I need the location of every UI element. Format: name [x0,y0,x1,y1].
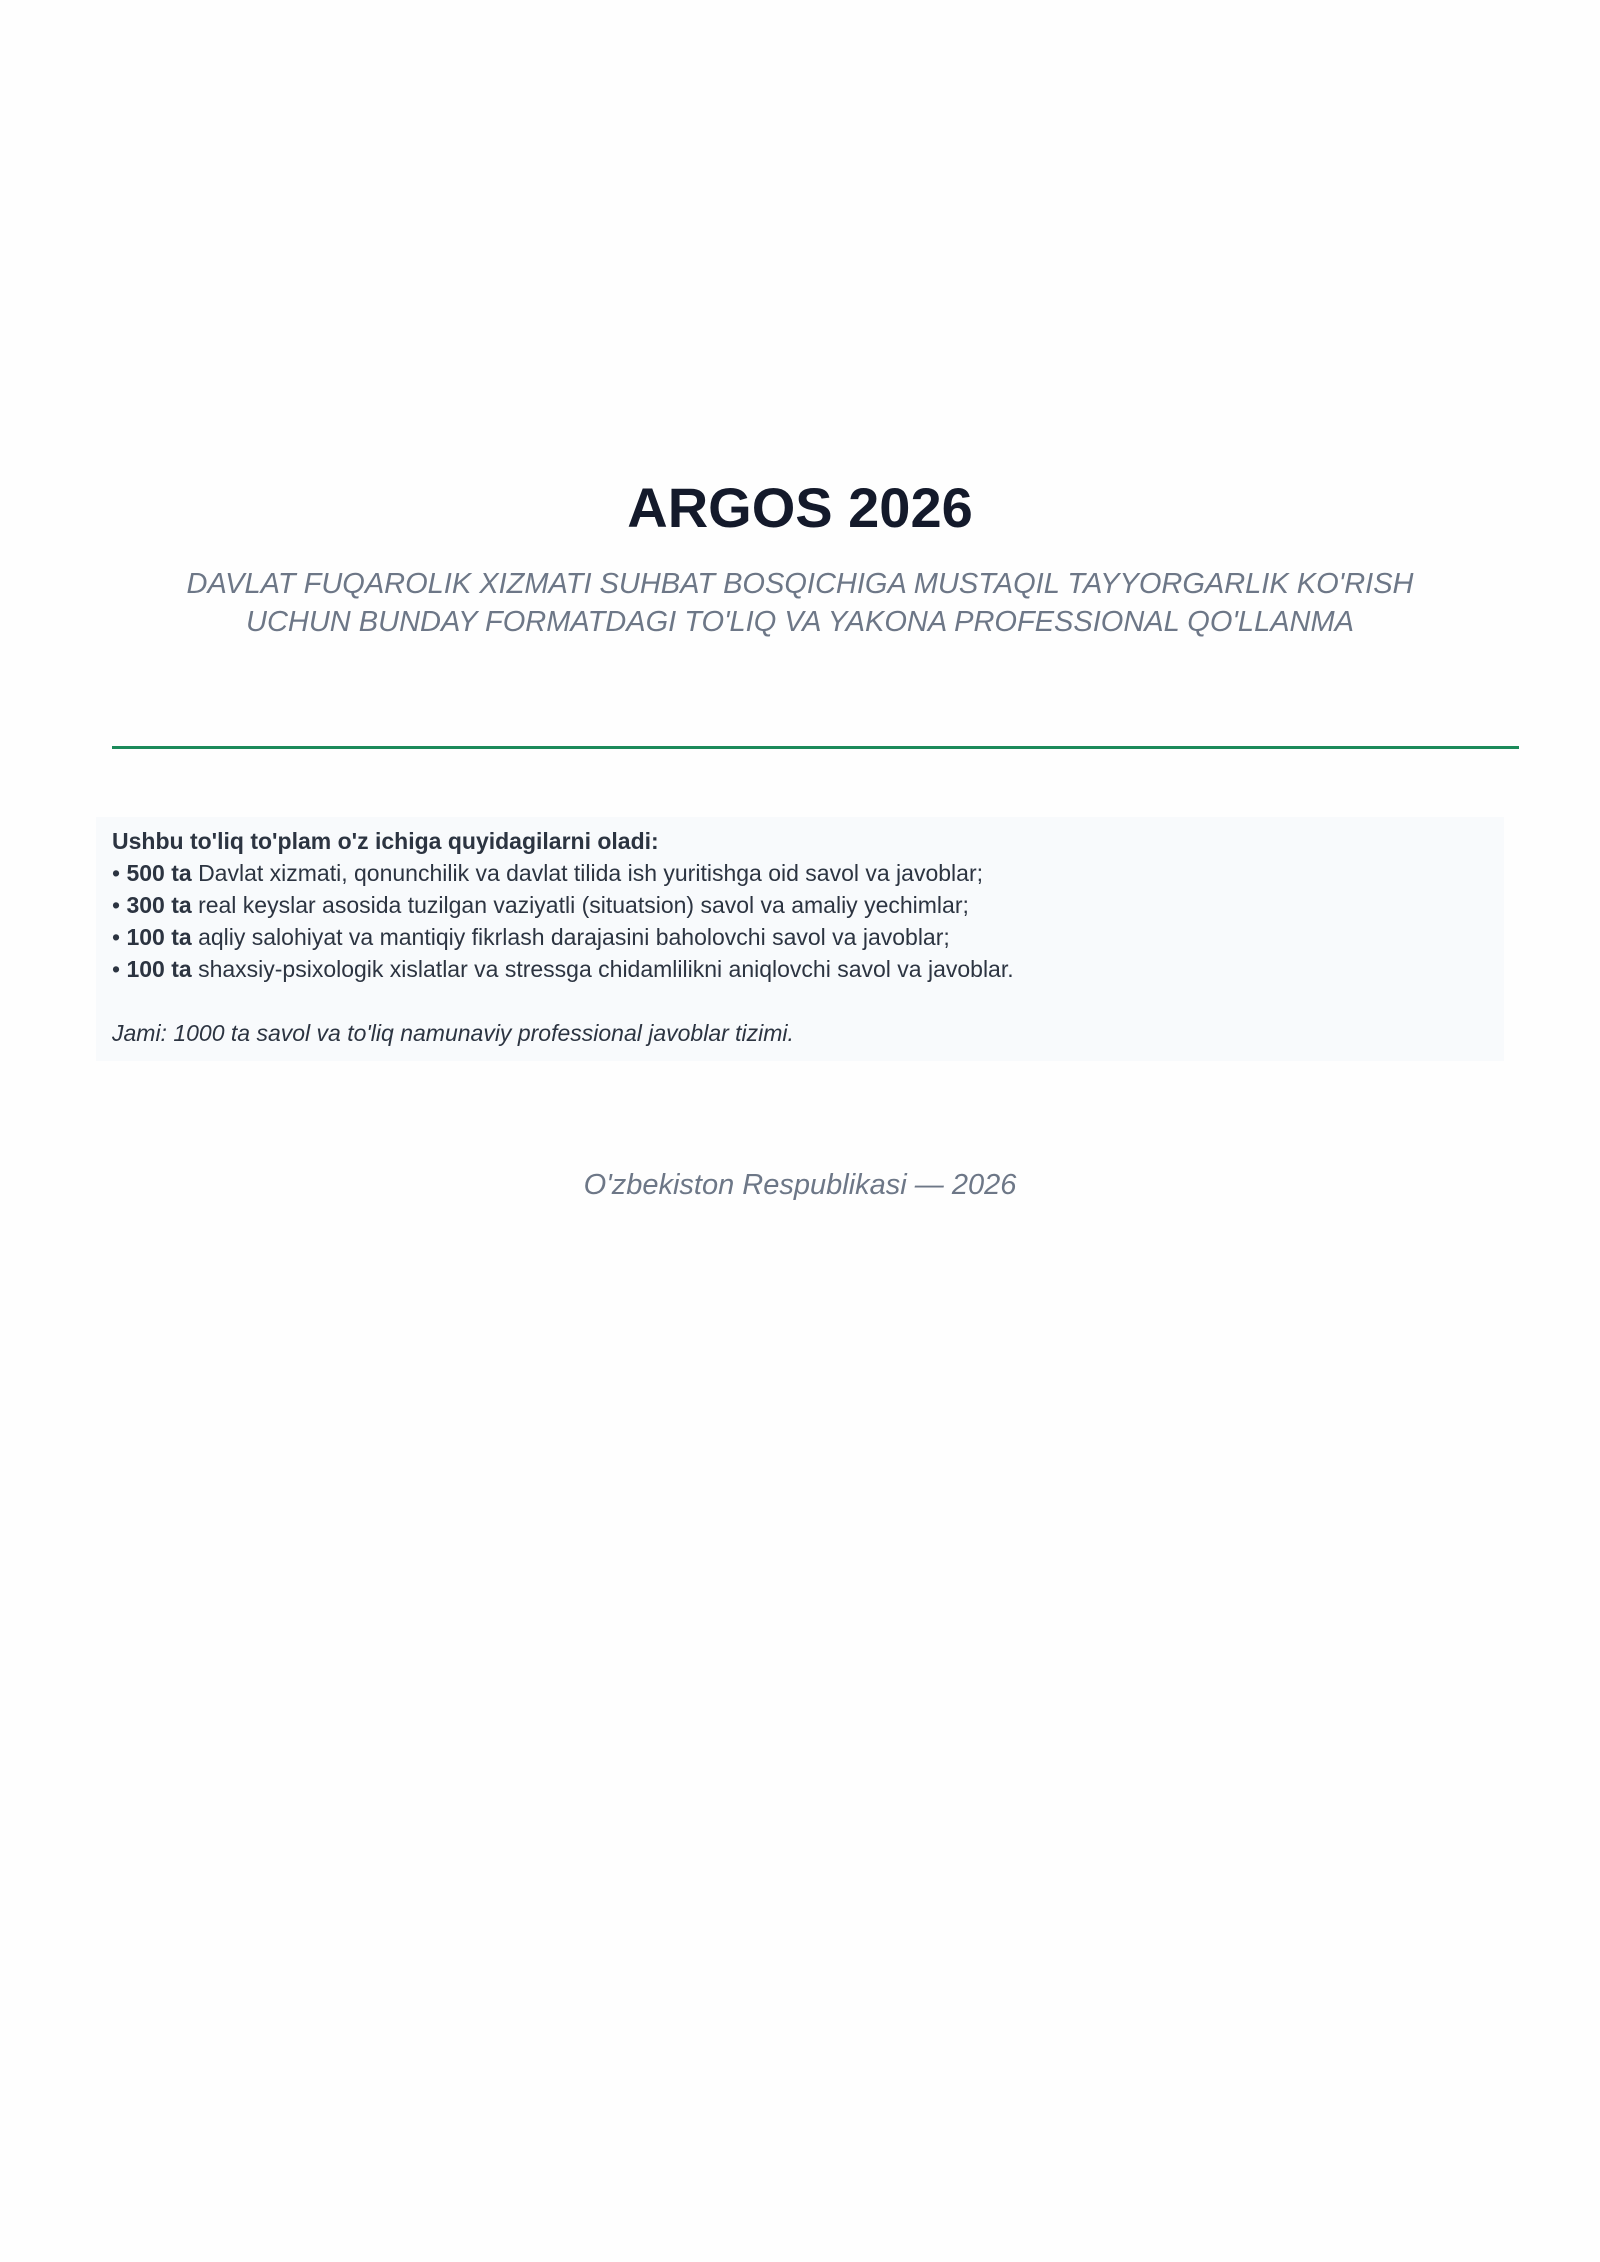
item-text: shaxsiy-psixologik xislatlar va stressga chidamlilikni aniqlovchi savol va javoblar. [198,956,1014,982]
bullet-marker: • [112,956,121,982]
document-subtitle [110,565,1490,641]
summary-total: Jami: 1000 ta savol va to'liq namunaviy professional javoblar tizimi. [112,1020,794,1046]
subtitle-line-1: DAVLAT FUQAROLIK XIZMATI SUHBAT BOSQICHIGA MUSTAQIL TAYYORGARLIK KO'RISH [186,568,1414,600]
section-divider [112,746,1519,749]
list-item [112,857,1488,889]
item-count: 300 ta [126,892,192,918]
contents-list [112,857,1488,985]
list-item [112,953,1488,985]
bullet-marker: • [112,924,121,950]
footer-country-year: O'zbekiston Respublikasi — 2026 [583,1169,1017,1201]
item-text: Davlat xizmati, qonunchilik va davlat tilida ish yuritishga oid savol va javoblar; [198,860,983,886]
item-count: 500 ta [126,860,192,886]
item-count: 100 ta [126,956,192,982]
item-text: aqliy salohiyat va mantiqiy fikrlash darajasini baholovchi savol va javoblar; [198,924,950,950]
document-title: ARGOS 2026 [627,476,973,539]
subtitle-line-2: UCHUN BUNDAY FORMATDAGI TO'LIQ VA YAKONA PROFESSIONAL QO'LLANMA [246,606,1354,638]
bullet-marker: • [112,892,121,918]
item-count: 100 ta [126,924,192,950]
bullet-marker: • [112,860,121,886]
item-text: real keyslar asosida tuzilgan vaziyatli (situatsion) savol va amaliy yechimlar; [198,892,969,918]
contents-summary-box [96,817,1504,1061]
list-item [112,921,1488,953]
list-item [112,889,1488,921]
summary-heading: Ushbu to'liq to'plam o'z ichiga quyidagilarni oladi: [112,828,659,854]
